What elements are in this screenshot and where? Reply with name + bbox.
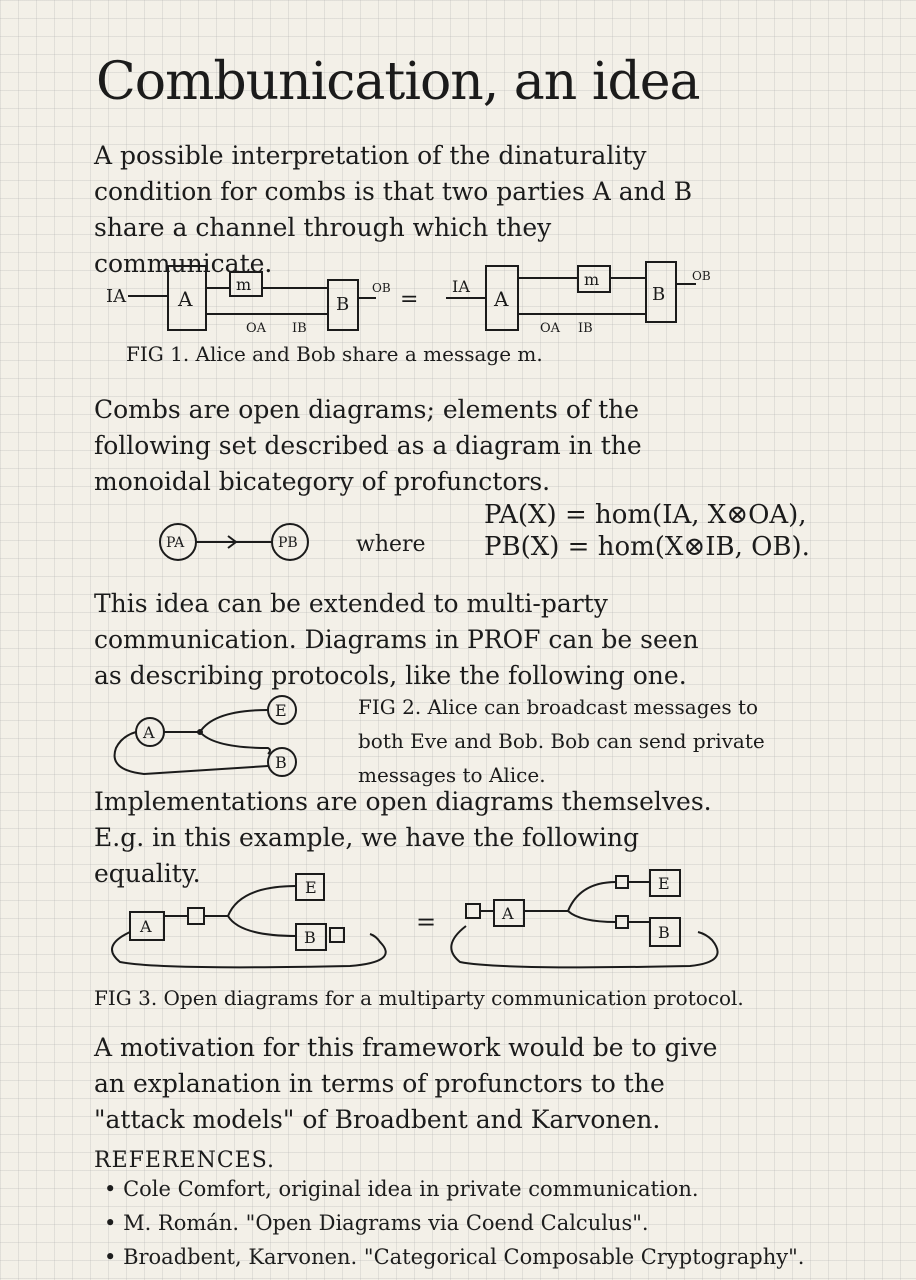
- fig1-label-oa-left: OA: [246, 321, 267, 336]
- fig2-caption: FIG 2. Alice can broadcast messages to both Eve and Bob. Bob can send private messages to Alice.: [358, 695, 765, 787]
- fig1-label-m-left: m: [236, 275, 252, 294]
- fig1-label-a-left: A: [178, 287, 193, 311]
- where-label: where: [356, 532, 426, 557]
- node-pa-label: PA: [166, 535, 185, 551]
- fig3-label-b-right: B: [658, 923, 670, 942]
- formula-pa: PA(X) = hom(IA, X⊗OA),: [484, 500, 807, 530]
- fig1-label-m-right: m: [584, 270, 600, 289]
- fig1-label-b-right: B: [652, 284, 666, 305]
- page-title: Combunication, an idea: [96, 52, 700, 112]
- fig1-label-oa-right: OA: [540, 321, 561, 336]
- fig3-label-a-right: A: [502, 904, 514, 923]
- reference-item: • Cole Comfort, original idea in private communication.: [104, 1172, 804, 1206]
- fig1-label-ia-left: IA: [106, 286, 127, 307]
- fig2-node-b-label: B: [275, 753, 287, 772]
- fig1-label-ib-left: IB: [292, 321, 307, 336]
- reference-item: • M. Román. "Open Diagrams via Coend Calculus".: [104, 1206, 804, 1240]
- fig2-node-e-label: E: [275, 701, 287, 720]
- fig3-equals: =: [416, 908, 437, 936]
- fig1-label-ib-right: IB: [578, 321, 593, 336]
- fig1-label-b-left: B: [336, 294, 350, 315]
- reference-item: • Broadbent, Karvonen. "Categorical Composable Cryptography".: [104, 1240, 804, 1274]
- fig3-label-a-left: A: [140, 917, 152, 936]
- intro-paragraph: A possible interpretation of the dinaturality condition for combs is that two parties A and B share a channel through which they communicate.: [94, 141, 693, 278]
- node-pb-label: PB: [278, 535, 298, 551]
- fig1-label-ob-right: OB: [692, 269, 711, 283]
- fig1-caption: FIG 1. Alice and Bob share a message m.: [126, 342, 543, 366]
- fig1-equals: =: [400, 287, 419, 312]
- combs-paragraph: Combs are open diagrams; elements of the following set described as a diagram in the monoidal bicategory of profunctors.: [94, 395, 642, 496]
- fig3-label-e-left: E: [305, 878, 317, 897]
- implementations-paragraph: Implementations are open diagrams themselves. E.g. in this example, we have the following equality.: [94, 787, 712, 888]
- references-heading: REFERENCES.: [94, 1148, 275, 1173]
- references-list: [104, 1172, 804, 1274]
- fig1-diagram: [100, 258, 720, 338]
- fig1-label-ob-left: OB: [372, 281, 391, 295]
- motivation-paragraph: A motivation for this framework would be to give an explanation in terms of profunctors to the "attack models" of Broadbent and Karvonen.: [94, 1033, 718, 1134]
- fig2-node-a-label: A: [143, 723, 155, 742]
- fig1-label-ia-right: IA: [452, 277, 470, 296]
- profunctor-diagram: [152, 518, 322, 568]
- fig2-diagram: [104, 690, 324, 780]
- fig3-diagram: [100, 866, 740, 976]
- fig3-caption: FIG 3. Open diagrams for a multiparty communication protocol.: [94, 986, 744, 1010]
- fig3-label-b-left: B: [304, 928, 316, 947]
- fig1-label-a-right: A: [494, 287, 509, 311]
- extension-paragraph: This idea can be extended to multi-party communication. Diagrams in PROF can be seen as describing protocols, like the following one.: [94, 589, 699, 690]
- fig3-label-e-right: E: [658, 874, 670, 893]
- formula-pb: PB(X) = hom(X⊗IB, OB).: [484, 532, 810, 562]
